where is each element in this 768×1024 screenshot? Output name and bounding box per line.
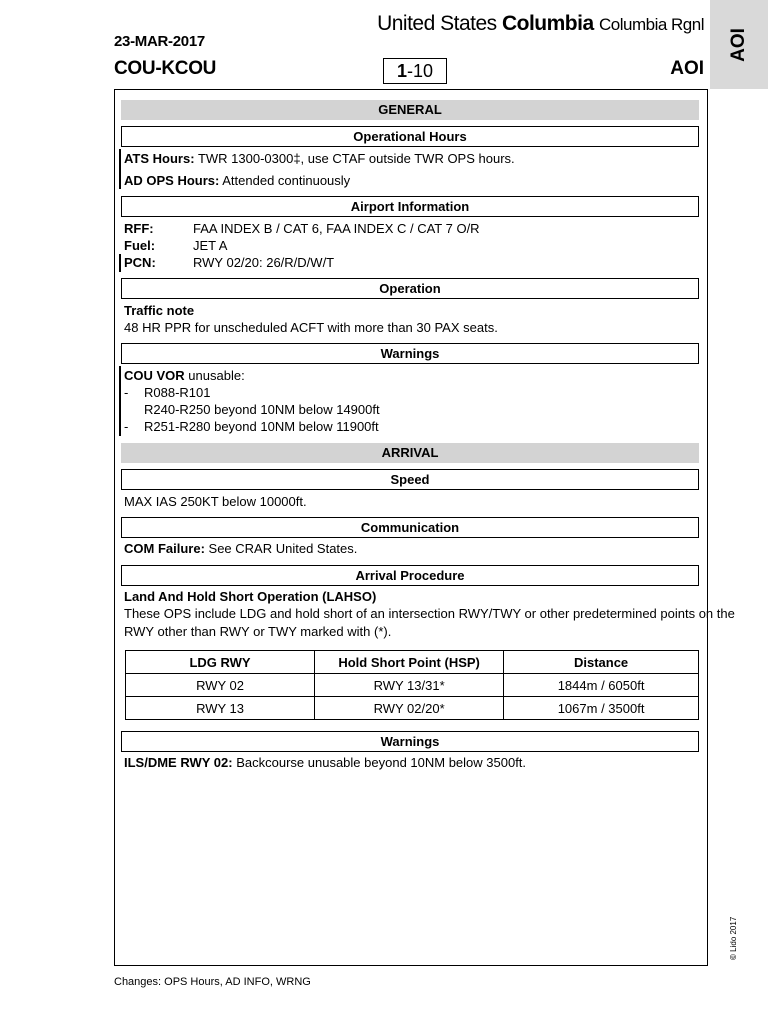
title-country: United States [377,12,497,35]
ad-ops-hours [124,172,350,189]
general-heading: GENERAL [121,100,699,120]
vor-warning [124,367,245,384]
rff-value: FAA INDEX B / CAT 6, FAA INDEX C / CAT 7 O/R [193,221,480,236]
changes-note: Changes: OPS Hours, AD INFO, WRNG [114,976,311,988]
table-cell: RWY 02/20* [315,697,504,720]
copyright-text: Lido 2017 [729,916,738,952]
warnings-heading: Warnings [121,343,699,364]
airport-information-heading: Airport Information [121,196,699,217]
ad-ops-hours-label: AD OPS Hours: [124,173,220,188]
side-tab-label: AOI [728,27,749,62]
fuel-value: JET A [193,238,228,253]
com-failure-text: See CRAR United States. [208,541,358,556]
lahso-text-line2: RWY other than RWY or TWY marked with (*). [124,624,392,639]
list-item: R088-R101 [144,385,211,400]
speed-text: MAX IAS 250KT below 10000ft. [124,494,307,509]
lahso-table [125,650,699,720]
table-cell: RWY 13/31* [315,674,504,697]
ad-ops-hours-value: Attended continuously [222,173,351,188]
column-header: Distance [504,651,699,674]
title-city: Columbia [501,12,594,35]
section-code: AOI [670,58,704,79]
lahso-title: Land And Hold Short Operation (LAHSO) [124,589,377,604]
operational-hours-heading: Operational Hours [121,126,699,147]
table-row [126,697,699,720]
change-bar [119,149,121,189]
arrival-warnings-heading: Warnings [121,731,699,752]
list-item: R251-R280 beyond 10NM below 11900ft [144,419,379,434]
title-airport: Columbia Rgnl [599,15,704,34]
ats-hours-label: ATS Hours: [124,151,195,166]
com-failure-label: COM Failure: [124,541,205,556]
ils-dme-text: Backcourse unusable beyond 10NM below 3500ft. [236,755,527,770]
pcn-value: RWY 02/20: 26/R/D/W/T [193,255,335,270]
table-cell: 1844m / 6050ft [504,674,699,697]
copyright-symbol: © [729,954,738,960]
change-bar [119,366,121,436]
ats-hours [124,150,515,167]
copyright [729,917,738,960]
chart-date: 23-MAR-2017 [114,33,205,50]
column-header: Hold Short Point (HSP) [315,651,504,674]
list-dash: - [124,385,129,400]
airport-code: COU-KCOU [114,58,217,79]
speed-heading: Speed [121,469,699,490]
ils-dme-warning [124,754,526,771]
vor-label: COU VOR [124,368,185,383]
arrival-heading: ARRIVAL [121,443,699,463]
page-number-minor: -10 [407,61,434,81]
operation-heading: Operation [121,278,699,299]
page-title [377,12,704,36]
change-bar [119,254,121,272]
com-failure [124,540,357,557]
list-dash: - [124,419,129,434]
ats-hours-value: TWR 1300-0300‡, use CTAF outside TWR OPS hours. [197,151,515,166]
page-number-major: 1 [396,61,407,81]
traffic-note-title: Traffic note [124,303,195,318]
page-number-box [383,58,447,84]
list-item: R240-R250 beyond 10NM below 14900ft [144,402,380,417]
table-cell: RWY 13 [126,697,315,720]
table-row [126,674,699,697]
column-header: LDG RWY [126,651,315,674]
communication-heading: Communication [121,517,699,538]
ils-dme-label: ILS/DME RWY 02: [124,755,233,770]
fuel-label: Fuel: [124,238,156,253]
arrival-procedure-heading: Arrival Procedure [121,565,699,586]
pcn-label: PCN: [124,255,156,270]
table-cell: RWY 02 [126,674,315,697]
rff-label: RFF: [124,221,154,236]
table-cell: 1067m / 3500ft [504,697,699,720]
lahso-text-line1: These OPS include LDG and hold short of an intersection RWY/TWY or other predetermined points on the [124,606,735,621]
vor-text: unusable: [188,368,245,383]
table-header-row [126,651,699,674]
side-tab [710,0,768,89]
traffic-note-text: 48 HR PPR for unscheduled ACFT with more than 30 PAX seats. [124,320,498,335]
